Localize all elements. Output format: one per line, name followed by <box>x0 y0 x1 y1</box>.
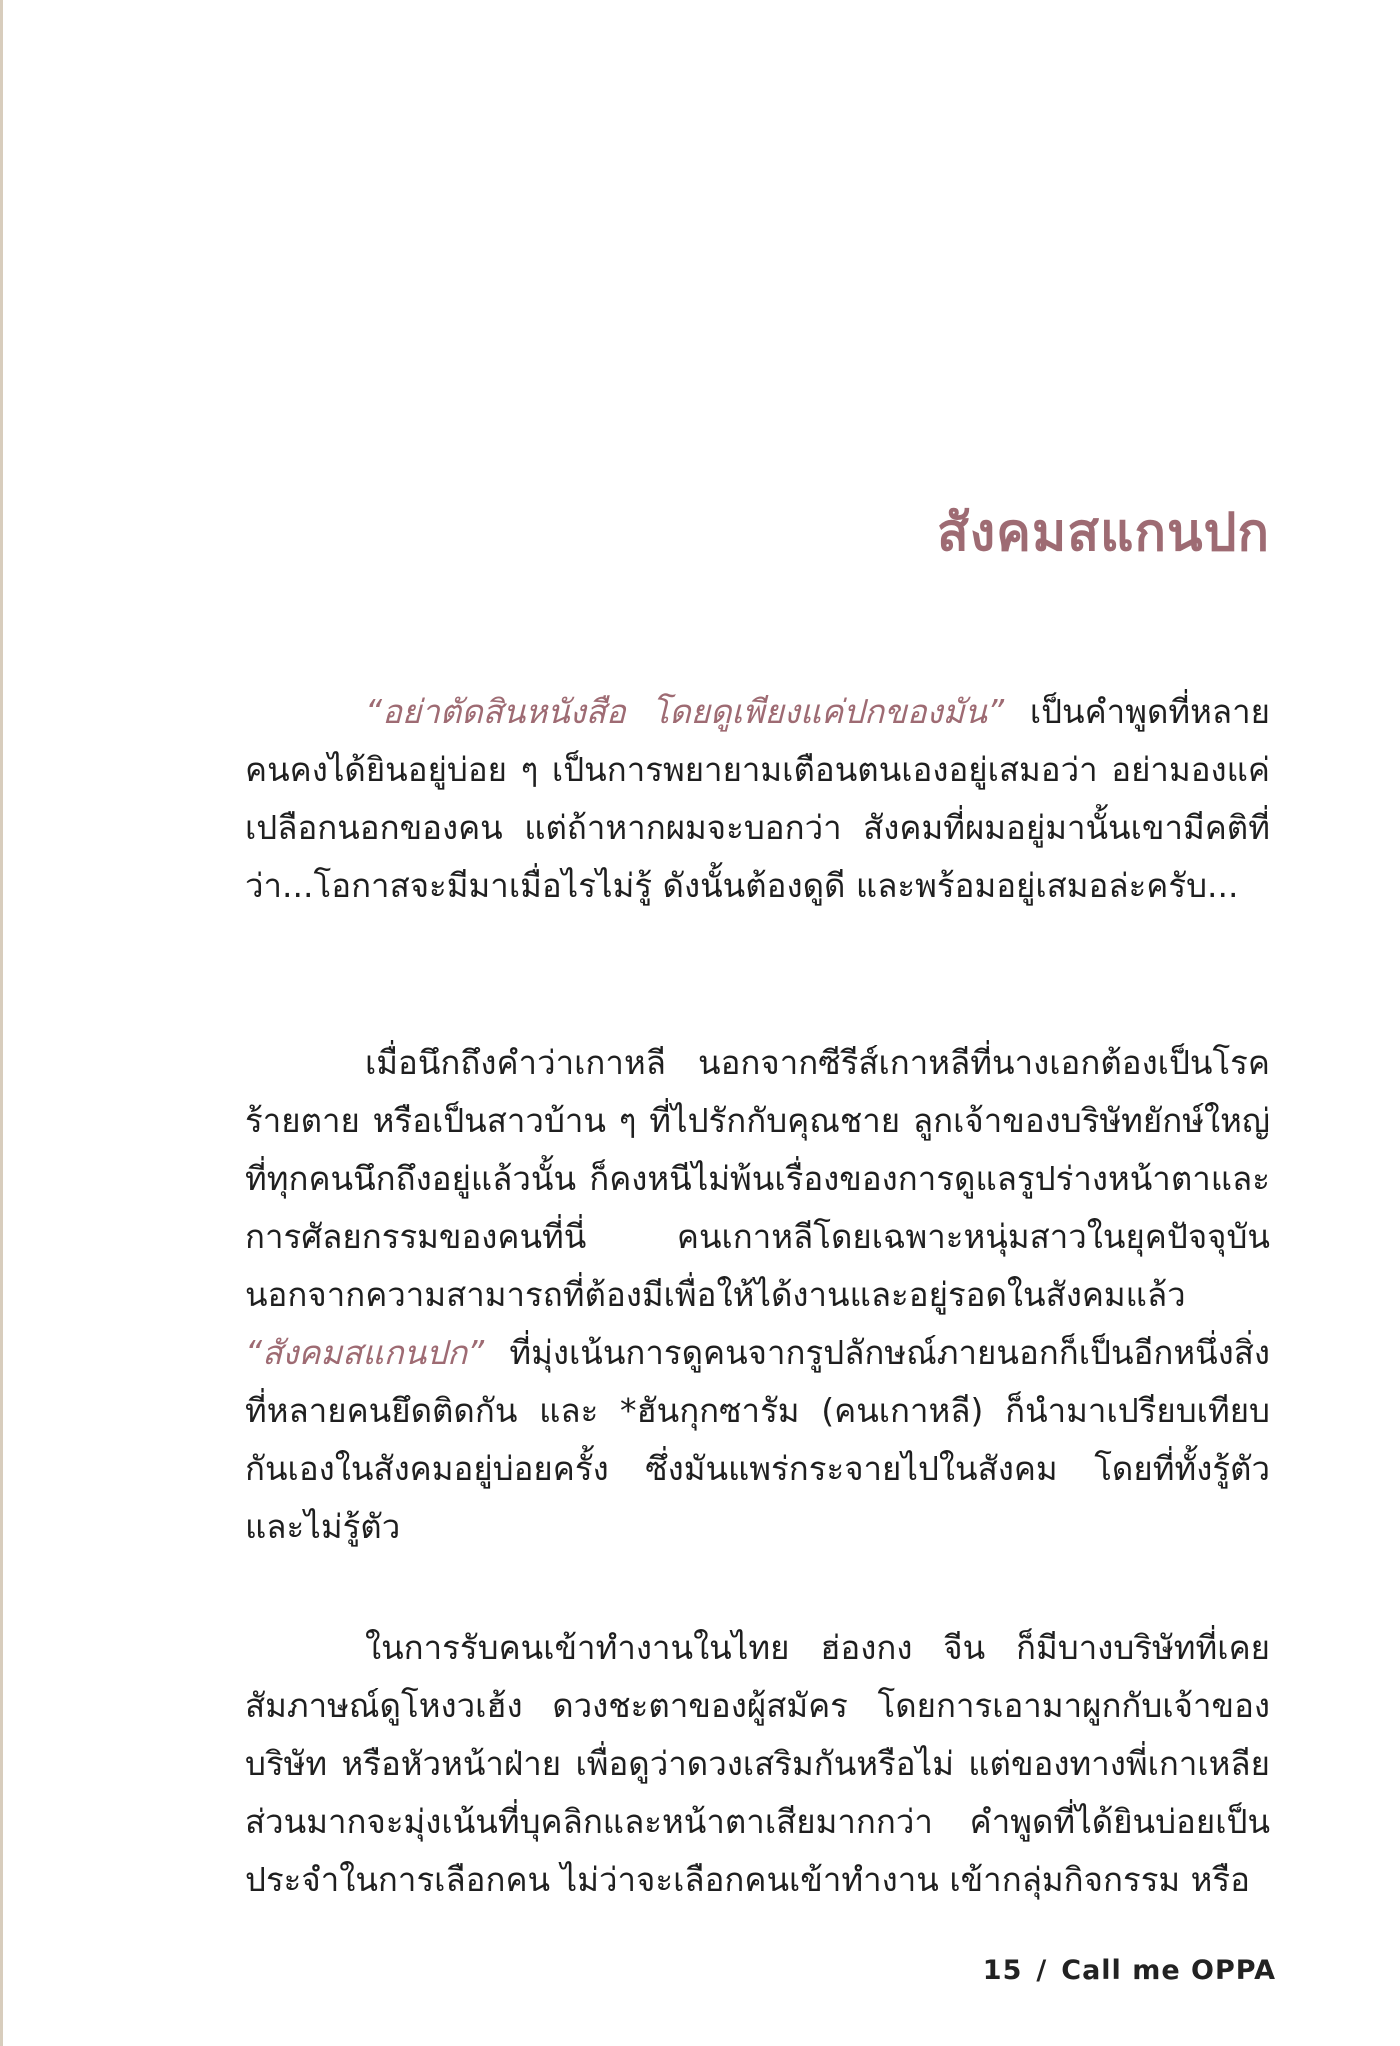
chapter-title: สังคมสแกนปก <box>937 503 1270 563</box>
paragraph-3 <box>245 1619 1270 1909</box>
paragraph-2 <box>245 1034 1270 1556</box>
quote-book-proverb: “อย่าตัดสินหนังสือ โดยดูเพียงแค่ปกของมัน” <box>365 692 1005 731</box>
paragraph-3-text: ในการรับคนเข้าทำงานในไทย ฮ่องกง จีน ก็มีบางบริษัทที่เคยสัมภาษณ์ดูโหงวเฮ้ง ดวงชะตาของผู้สมัคร โดยการเอามาผูกกับเจ้าของบริษัท หรือหัวหน้าฝ่าย เพื่อดูว่าดวงเสริมกันหรือไม่ แต่ของทางพี่เกาเหลียส่วนมากจะมุ่งเน้นที่บุคลิกและหน้าตาเสียมากกว่า คำพูดที่ได้ยินบ่อยเป็นประจำในการเลือกคน ไม่ว่าจะเลือกคนเข้าทำงาน เข้ากลุ่มกิจกรรม หรือ <box>245 1628 1270 1899</box>
page-footer <box>983 1955 1276 1986</box>
footer-separator: / <box>1036 1955 1048 1986</box>
page-number: 15 <box>982 1955 1023 1986</box>
page-edge-line <box>0 0 3 2046</box>
book-title: Call me OPPA <box>1061 1955 1276 1986</box>
quote-cover-scanning-society: “สังคมสแกนปก” <box>245 1333 485 1372</box>
paragraph-1-text: เป็นคำพูดที่หลายคนคงได้ยินอยู่บ่อย ๆ เป็นการพยายามเตือนตนเองอยู่เสมอว่า อย่ามองแค่เปลือกนอกของคน แต่ถ้าหากผมจะบอกว่า สังคมที่ผมอยู่มานั้นเขามีคติที่ว่า...โอกาสจะมีมาเมื่อไรไม่รู้ ดังนั้นต้องดูดี และพร้อมอยู่เสมอล่ะครับ... <box>245 692 1270 905</box>
paragraph-2-text-a: เมื่อนึกถึงคำว่าเกาหลี นอกจากซีรีส์เกาหลีที่นางเอกต้องเป็นโรคร้ายตาย หรือเป็นสาวบ้าน ๆ ที่ไปรักกับคุณชาย ลูกเจ้าของบริษัทยักษ์ใหญ่ที่ทุกคนนึกถึงอยู่แล้วนั้น ก็คงหนีไม่พ้นเรื่องของการดูแลรูปร่างหน้าตาและการศัลยกรรมของคนที่นี่ คนเกาหลีโดยเฉพาะหนุ่มสาวในยุคปัจจุบันนอกจากความสามารถที่ต้องมีเพื่อให้ได้งานและอยู่รอดในสังคมแล้ว <box>245 1043 1270 1314</box>
paragraph-2-text-b: ที่มุ่งเน้นการดูคนจากรูปลักษณ์ภายนอกก็เป็นอีกหนึ่งสิ่งที่หลายคนยึดติดกัน และ *ฮันกุกซารัม (คนเกาหลี) ก็นำมาเปรียบเทียบกันเองในสังคมอยู่บ่อยครั้ง ซึ่งมันแพร่กระจายไปในสังคม โดยที่ทั้งรู้ตัวและไม่รู้ตัว <box>245 1333 1270 1546</box>
paragraph-1 <box>245 683 1270 915</box>
